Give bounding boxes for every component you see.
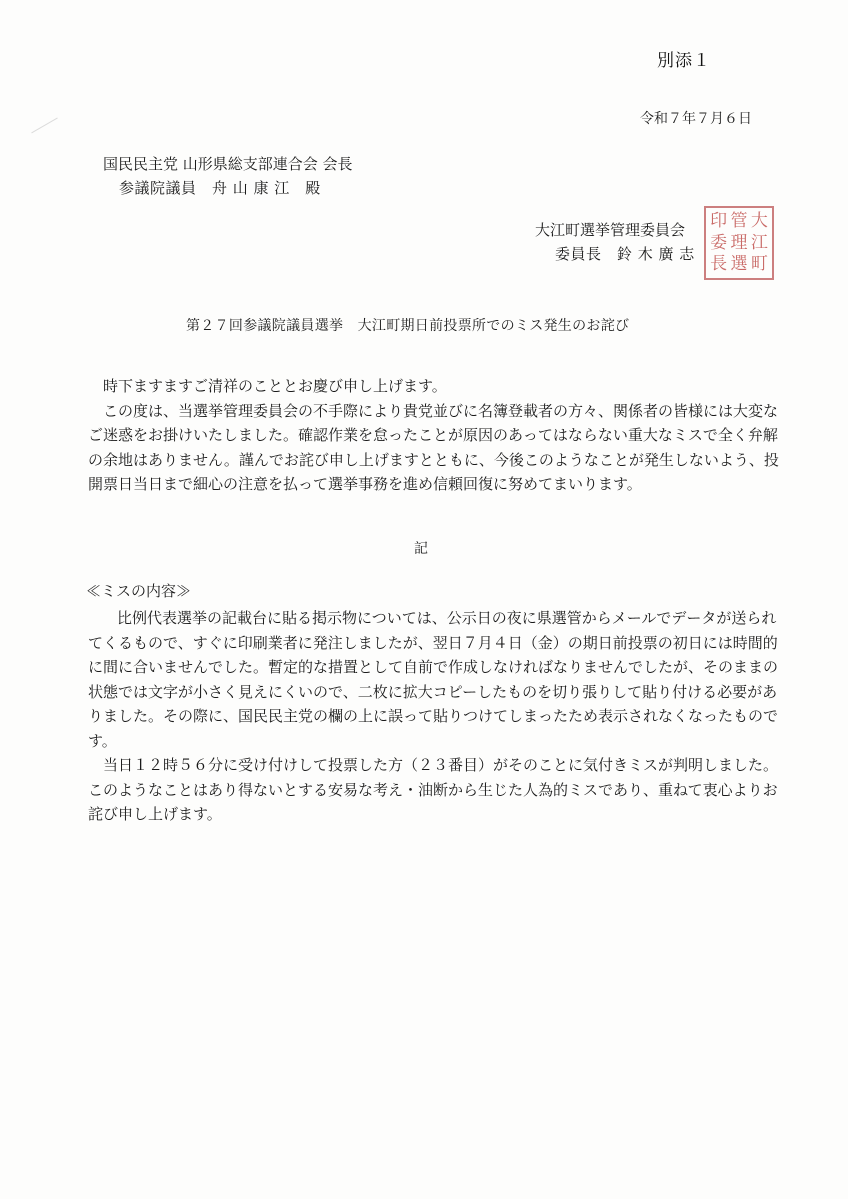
body-paragraph: 時下ますますご清祥のこととお慶び申し上げます。 <box>103 377 447 395</box>
subject-line: 第２７回参議院議員選挙 大江町期日前投票所でのミス発生のお詫び <box>186 318 630 334</box>
scan-artifact <box>31 118 64 146</box>
mistake-paragraph: 比例代表選挙の記載台に貼る掲示物については、公示日の夜に県選管からメールでデータが送られてくるもので、すぐに印刷業者に発注しましたが、翌日７月４日（金）の期日前投票の初日には時間的に間に合いませんでした。暫定的な措置として自前で作成しなければなりませんでしたが、そのままの状態では文字が小さく見えにくいので、二枚に拡大コピーしたものを切り張りして貼り付ける必要がありました。その際に、国民民主党の欄の上に誤って貼りつけてしまったため表示されなくなったものです。 <box>88 609 779 750</box>
mistake-heading: ≪ミスの内容≫ <box>86 582 192 600</box>
sender-name: 委員長 鈴 木 廣 志 <box>555 245 695 263</box>
seal-char: 江 <box>750 232 768 253</box>
official-seal <box>704 206 774 280</box>
recipient-organization: 国民民主党 山形県総支部連合会 会長 <box>103 155 353 173</box>
sender-organization: 大江町選挙管理委員会 <box>535 221 686 239</box>
seal-char: 長 <box>710 254 728 275</box>
apology-body <box>88 374 788 497</box>
seal-char: 管 <box>730 211 748 231</box>
seal-char: 町 <box>750 254 768 275</box>
sender-block <box>535 218 695 266</box>
recipient-name: 参議院議員 舟 山 康 江 殿 <box>119 179 321 197</box>
seal-char: 選 <box>730 254 748 275</box>
recipient-block <box>103 152 353 200</box>
attachment-label: 別添１ <box>657 51 711 71</box>
seal-char: 印 <box>710 211 728 231</box>
mistake-paragraph: 当日１２時５６分に受け付けして投票した方（２３番目）がそのことに気付きミスが判明しました。このようなことはあり得ないとする安易な考え・油断から生じた人為的ミスであり、重ねて衷心よりお詫び申し上げます。 <box>88 756 779 823</box>
seal-char: 大 <box>750 211 768 231</box>
body-paragraph: この度は、当選挙管理委員会の不手際により貴党並びに名簿登載者の方々、関係者の皆様には大変なご迷惑をお掛けいたしました。確認作業を怠ったことが原因のあってはならない重大なミスで全く弁解の余地はありません。謹んでお詫び申し上げますとともに、今後このようなことが発生しないよう、投開票日当日まで細心の注意を払って選挙事務を進め信頼回復に努めてまいります。 <box>88 401 779 493</box>
seal-char: 理 <box>730 232 748 253</box>
document-date: 令和７年７月６日 <box>640 111 752 127</box>
seal-char: 委 <box>710 232 728 253</box>
mistake-body <box>88 606 788 827</box>
ki-heading: 記 <box>414 541 428 557</box>
